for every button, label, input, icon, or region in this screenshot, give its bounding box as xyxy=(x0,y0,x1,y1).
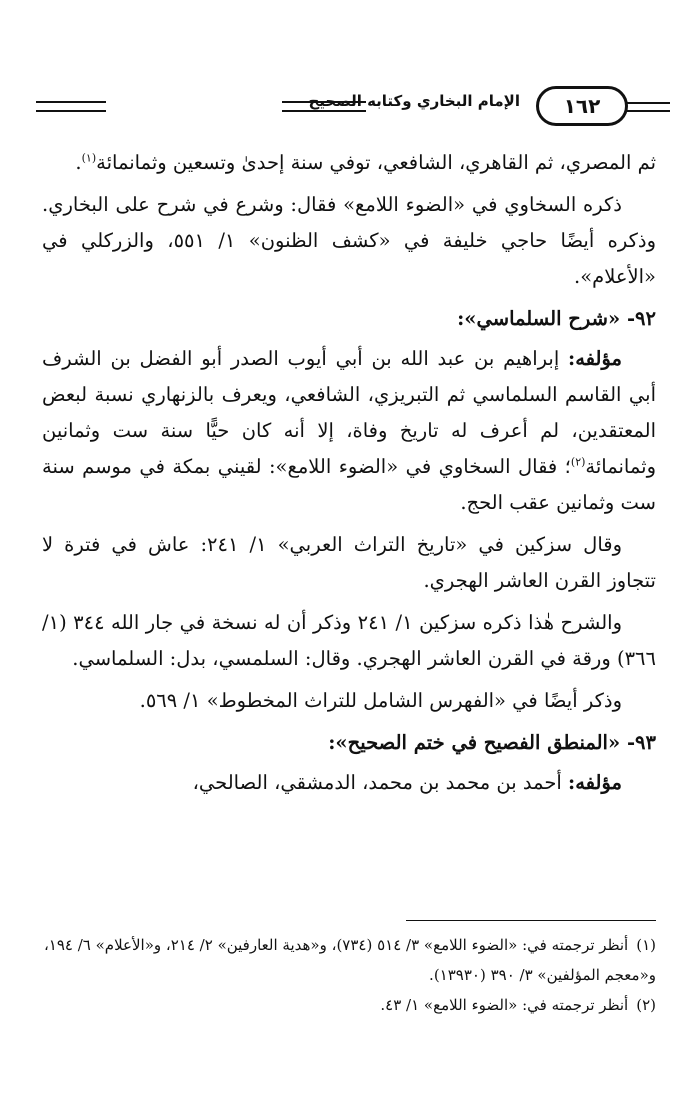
header-rule-middle xyxy=(282,101,366,112)
paragraph-1 xyxy=(42,145,656,181)
footnote-text: أنظر ترجمته في: «الضوء اللامع» ١/ ٤٣. xyxy=(380,996,629,1014)
header-rule-right xyxy=(626,102,670,112)
entry-heading-92: ٩٢- «شرح السلماسي»: xyxy=(457,307,656,330)
paragraph-7 xyxy=(42,765,656,801)
footnote-ref-1: (١) xyxy=(81,151,97,165)
running-title: الإمام البخاري وكتابه الصحيح xyxy=(308,92,520,110)
paragraph-4: وقال سزكين في «تاريخ التراث العربي» ١/ ٢٤١: عاش في فترة لا تتجاوز القرن العاشر الهجري. xyxy=(42,533,656,592)
paragraph-1-text: ثم المصري، ثم القاهري، الشافعي، توفي سنة إحدىٰ وتسعين وثمانمائة xyxy=(96,151,656,174)
paragraph-1-end: . xyxy=(75,151,82,174)
paragraph-3-text-a: إبراهيم بن عبد الله بن أبي أيوب الصدر أبو الفضل بن الشرف أبي القاسم السلماسي ثم التبريزي، الشافعي، ويعرف بالزنهاري نسبة لبعض المعتقدين، لم أعرف له تاريخ وفاة، إلا أنه كان حيًّا سنة ست وثمانين وثمانمائة xyxy=(42,347,656,478)
entry-heading-93: ٩٣- «المنطق الفصيح في ختم الصحيح»: xyxy=(328,731,656,754)
paragraph-2: ذكره السخاوي في «الضوء اللامع» فقال: وشرع في شرح على البخاري. وذكره أيضًا حاجي خليفة في «كشف الظنون» ١/ ٥٥١، والزركلي في «الأعلام». xyxy=(42,193,656,288)
paragraph-7-text: أحمد بن محمد بن محمد، الدمشقي، الصالحي، xyxy=(192,771,562,794)
paragraph-3 xyxy=(42,341,656,521)
paragraph-3-text-b: ؛ فقال السخاوي في «الضوء اللامع»: لقيني بمكة في موسم سنة ست وثمانين عقب الحج. xyxy=(42,455,656,514)
paragraph-6: وذكر أيضًا في «الفهرس الشامل للتراث المخطوط» ١/ ٥٦٩. xyxy=(139,689,622,712)
main-text xyxy=(42,145,656,807)
author-label-2: مؤلفه: xyxy=(568,771,622,794)
page-number-badge xyxy=(536,86,628,126)
footnote-text: أنظر ترجمته في: «الضوء اللامع» ٣/ ٥١٤ (٧٣٤)، و«هدية العارفين» ٢/ ٢١٤، و«الأعلام» ٦/ ١٩٤، و«معجم المؤلفين» ٣/ ٣٩٠ (١٣٩٣٠). xyxy=(43,936,656,984)
footnote-separator xyxy=(406,920,656,921)
footnote-ref-2: (٢) xyxy=(570,455,586,469)
page-number: ١٦٢ xyxy=(563,94,601,118)
header-rule-left xyxy=(36,101,106,112)
author-label: مؤلفه: xyxy=(568,347,622,370)
footnote-number: (١) xyxy=(636,936,656,954)
paragraph-5: والشرح هٰذا ذكره سزكين ١/ ٢٤١ وذكر أن له نسخة في جار الله ٣٤٤ (١/ ٣٦٦) ورقة في القرن العاشر الهجري. وقال: السلمسي، بدل: السلماسي. xyxy=(42,611,656,670)
page-header xyxy=(30,80,670,134)
footnote-2 xyxy=(42,990,656,1020)
footnote-number: (٢) xyxy=(636,996,656,1014)
footnote-1 xyxy=(42,930,656,990)
footnotes xyxy=(42,930,656,1020)
